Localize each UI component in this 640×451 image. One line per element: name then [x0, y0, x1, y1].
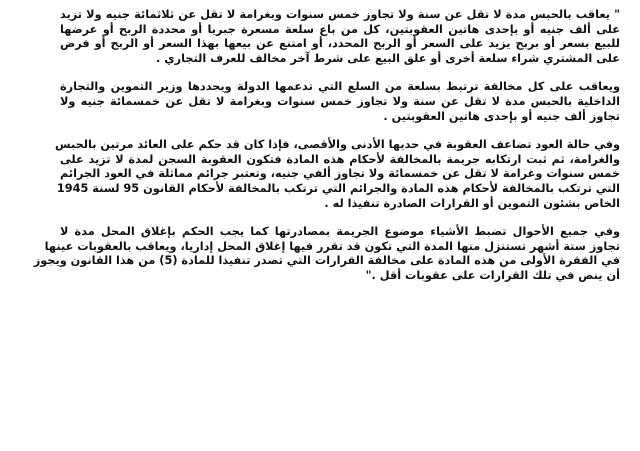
text-line: " يعاقب بالحبس مدة لا تقل عن سنة ولا تجاوز خمس سنوات وبغرامة لا تقل عن ثلاثمائة جنيه ولا تزيد — [60, 8, 620, 21]
text-line: وفي جميع الأحوال تضبط الأشياء موضوع الجريمة بمصادرتها كما يجب الحكم بإغلاق المحل مدة لا — [60, 225, 620, 239]
paragraph-3 — [55, 138, 620, 211]
paragraph-1 — [60, 8, 620, 66]
text-line: وفي حالة العود تضاعف العقوبة في حديها الأدنى والأقصى، فإذا كان قد حكم على العائد مرتين بالحبس — [55, 138, 620, 152]
text-line: أن ينص في تلك القرارات على عقوبات أقل ." — [365, 268, 620, 282]
text-line: خمس سنوات وغرامة لا تقل عن خمسمائة ولا تجاوز ألفي جنيه، وتعتبر جرائم مماثلة في العود الجرائم — [60, 167, 620, 181]
text-line: تجاوز ستة أشهر تستنزل منها المدة التي تكون قد تقرر فيها إغلاق المحل إداريا، ويعاقب بالعقوبات عينها — [44, 239, 620, 253]
text-line: تجاوز ألف جنيه أو بإحدى هاتين العقوبتين . — [383, 109, 620, 123]
text-line: الداخلية بالحبس مدة لا تقل عن سنة ولا تجاوز خمس سنوات وبغرامة لا تقل عن خمسمائة جنيه ولا — [60, 94, 620, 108]
text-line: للبيع بسعر أو بربح يزيد على السعر أو الربح المحدد، أو امتنع عن بيعها بهذا السعر أو الربح أو فرض — [60, 37, 620, 51]
paragraph-2 — [60, 80, 620, 124]
text-line: في الفقرة الأولى من هذه المادة على مخالفة القرارات التي تصدر تنفيذا للمادة (5) من هذا القانون ويجوز — [33, 254, 620, 268]
text-line: على ألف جنيه أو بإحدى هاتين العقوبتين، كل من باع سلعة مسعرة جبريا أو محددة الربح أو عرضها — [60, 22, 620, 36]
text-line: والغرامة، ثم ثبت ارتكابه جريمة بالمخالفة لأحكام هذه المادة فتكون العقوبة السجن لمدة لا تزيد على — [60, 152, 620, 166]
document-body — [33, 8, 620, 298]
text-line: الخاص بشئون التموين أو القرارات الصادرة تنفيذا له . — [324, 196, 620, 210]
text-line: ويعاقب على كل مخالفة ترتبط بسلعة من السلع التي تدعمها الدولة ويحددها وزير التموين والتجارة — [60, 80, 620, 94]
text-line: التي ترتكب بالمخالفة لأحكام هذه المادة والجرائم التي ترتكب بالمخالفة لأحكام القانون 95 لسنة 1945 — [56, 181, 620, 195]
paragraph-4 — [33, 225, 620, 283]
text-line: على المشتري شراء سلعة أخرى أو علق البيع على شرط آخر مخالف للعرف التجاري . — [156, 51, 620, 65]
